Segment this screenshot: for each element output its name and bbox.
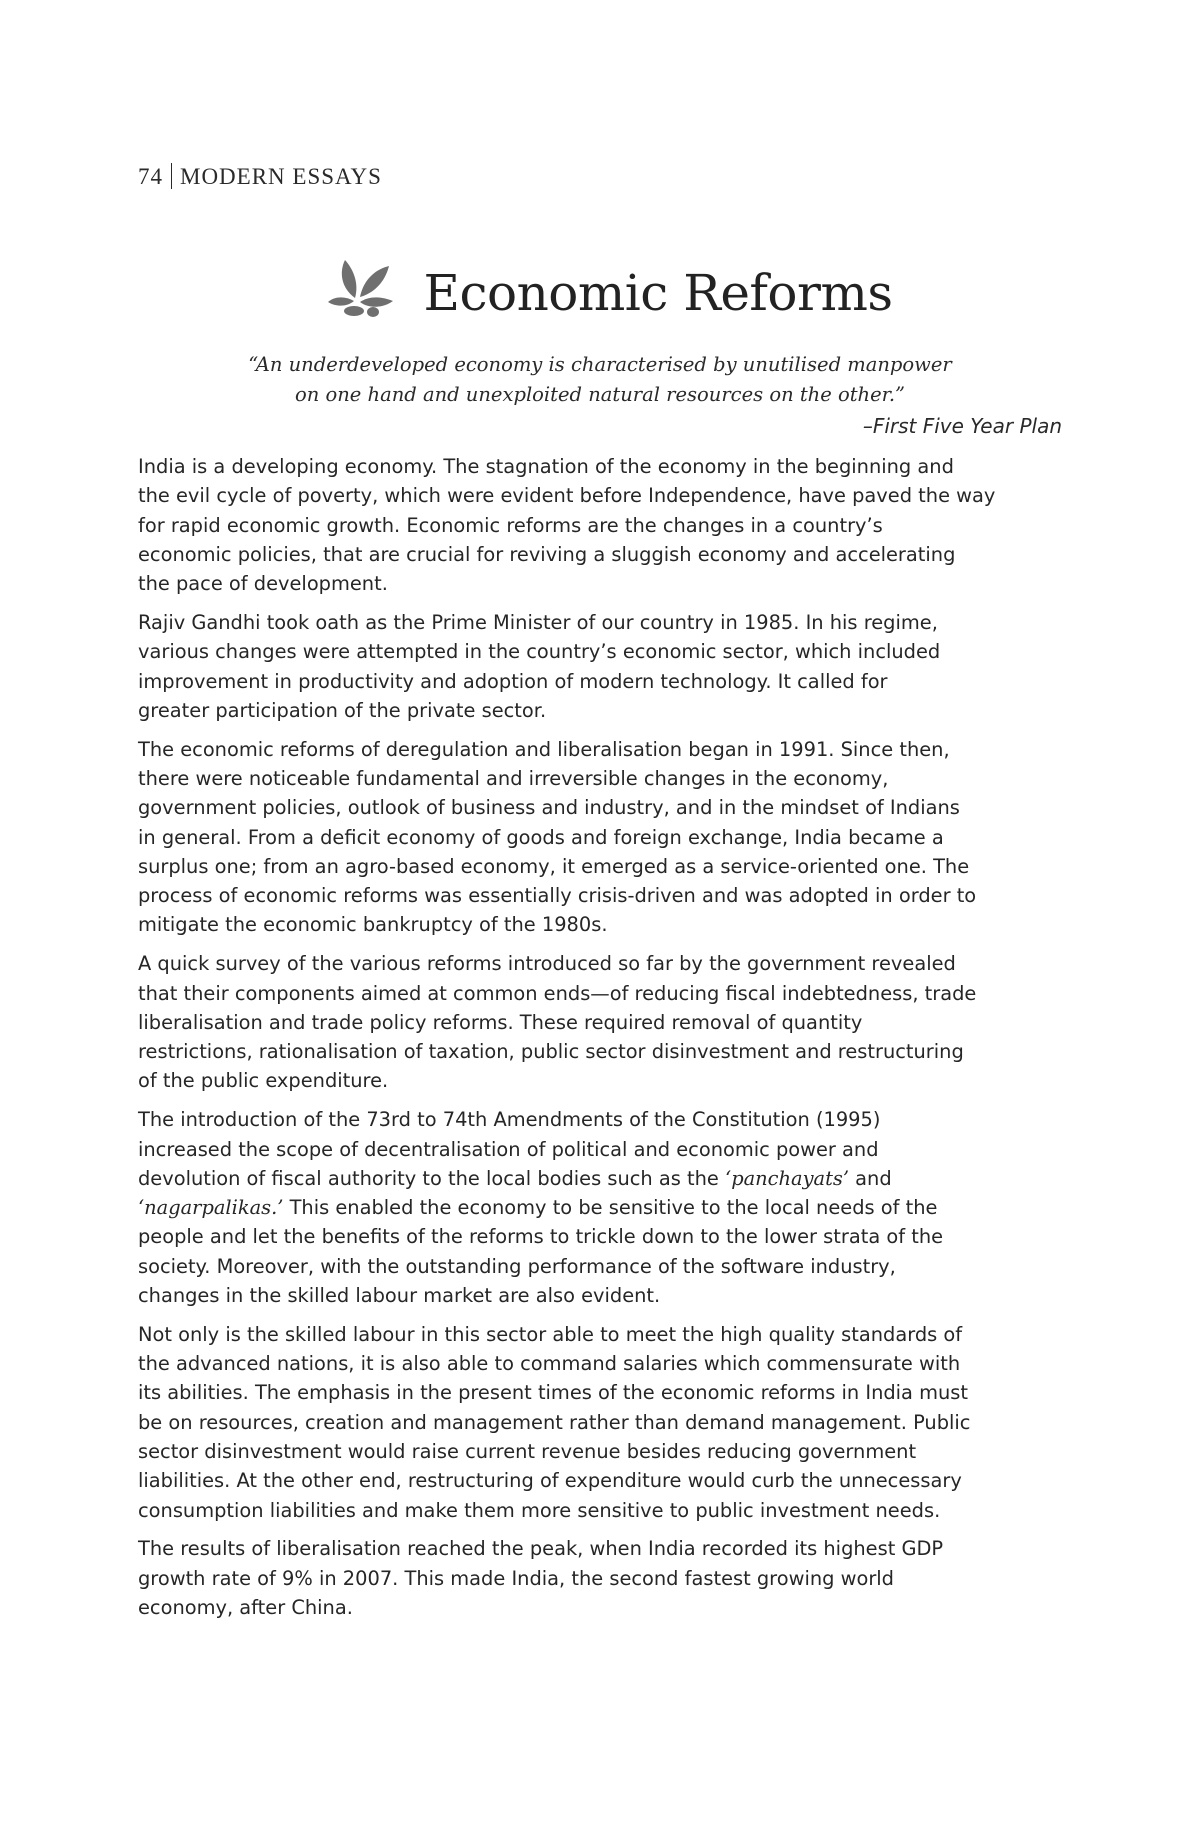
text-line: in general. From a deficit economy of goods and foreign exchange, India became a <box>138 825 944 849</box>
paragraph <box>138 735 1062 940</box>
paragraph <box>138 949 1062 1095</box>
text-line: The economic reforms of deregulation and liberalisation began in 1991. Since then, <box>138 737 950 761</box>
text-line: society. Moreover, with the outstanding performance of the software industry, <box>138 1254 896 1278</box>
text-line: government policies, outlook of business and industry, and in the mindset of Indians <box>138 796 960 820</box>
text-line: the evil cycle of poverty, which were evident before Independence, have paved the way <box>138 484 996 508</box>
text-line: consumption liabilities and make them more sensitive to public investment needs. <box>138 1498 941 1522</box>
text-line: India is a developing economy. The stagnation of the economy in the beginning and <box>138 455 954 478</box>
paragraph <box>138 608 1062 725</box>
text-line: Not only is the skilled labour in this sector able to meet the high quality standards of <box>138 1322 963 1346</box>
running-head <box>138 163 382 190</box>
page-number: 74 <box>138 164 163 189</box>
text-line: liabilities. At the other end, restructuring of expenditure would curb the unnecessary <box>138 1469 962 1493</box>
text-line: the advanced nations, it is also able to command salaries which commensurate with <box>138 1352 961 1376</box>
text-line: the pace of development. <box>138 572 388 596</box>
paragraph <box>138 1320 1062 1525</box>
text-line: surplus one; from an agro-based economy, it emerged as a service-oriented one. The <box>138 854 970 878</box>
paragraph <box>138 1105 1062 1310</box>
text-line: process of economic reforms was essentially crisis-driven and was adopted in order to <box>138 884 977 908</box>
text-line: growth rate of 9% in 2007. This made India, the second fastest growing world <box>138 1566 894 1590</box>
text-line: liberalisation and trade policy reforms. These required removal of quantity <box>138 1010 863 1034</box>
leaf-ornament-icon <box>327 258 401 320</box>
text-line: The introduction of the 73rd to 74th Amendments of the Constitution (1995) <box>138 1108 881 1132</box>
text-line: economic policies, that are crucial for reviving a sluggish economy and accelerating <box>138 542 956 566</box>
chapter-title-inner <box>327 262 892 324</box>
text-line: The results of liberalisation reached the peak, when India recorded its highest GDP <box>138 1537 944 1561</box>
text-line: mitigate the economic bankruptcy of the 1980s. <box>138 913 608 937</box>
text-line: that their components aimed at common ends—of reducing fiscal indebtedness, trade <box>138 981 977 1005</box>
text-line: there were noticeable fundamental and irreversible changes in the economy, <box>138 766 889 790</box>
book-title: MODERN ESSAYS <box>180 164 382 189</box>
text-line: improvement in productivity and adoption of modern technology. It called for <box>138 669 888 693</box>
paragraph <box>138 1534 1062 1622</box>
text-line: various changes were attempted in the country’s economic sector, which included <box>138 640 941 664</box>
text-line <box>138 1164 1062 1193</box>
emphasis-panchayats: ‘panchayats’ <box>725 1166 849 1190</box>
text-line: be on resources, creation and management rather than demand management. Public <box>138 1410 971 1434</box>
text-line: its abilities. The emphasis in the present times of the economic reforms in India must <box>138 1381 968 1405</box>
text-run: devolution of fiscal authority to the local bodies such as the <box>138 1166 726 1190</box>
text-line: increased the scope of decentralisation of political and economic power and <box>138 1137 879 1161</box>
text-line: changes in the skilled labour market are also evident. <box>138 1284 661 1308</box>
chapter-title-text: Economic Reforms <box>423 264 893 322</box>
text-run: and <box>849 1166 892 1190</box>
text-line: A quick survey of the various reforms introduced so far by the government revealed <box>138 952 956 976</box>
chapter-title <box>0 262 1200 342</box>
text-line: Rajiv Gandhi took oath as the Prime Minister of our country in 1985. In his regime, <box>138 610 938 634</box>
text-line <box>138 1193 1062 1222</box>
epigraph-line: on one hand and unexploited natural resources on the other.” <box>294 383 905 406</box>
emphasis-nagarpalikas: ‘nagarpalikas.’ <box>138 1196 284 1220</box>
epigraph-attribution: –First Five Year Plan <box>862 414 1062 438</box>
paragraph <box>138 452 1062 598</box>
essay-body <box>138 452 1062 1632</box>
text-line: people and let the benefits of the reforms to trickle down to the lower strata of the <box>138 1225 944 1249</box>
text-run: This enabled the economy to be sensitive to the local needs of the <box>283 1196 938 1220</box>
text-line: restrictions, rationalisation of taxation, public sector disinvestment and restructuring <box>138 1040 964 1064</box>
text-line: for rapid economic growth. Economic reforms are the changes in a country’s <box>138 513 883 537</box>
text-line: greater participation of the private sector. <box>138 698 547 722</box>
text-line: sector disinvestment would raise current revenue besides reducing government <box>138 1440 917 1463</box>
text-line: economy, after China. <box>138 1595 353 1619</box>
epigraph-line: “An underdeveloped economy is characterised by unutilised manpower <box>248 353 952 376</box>
epigraph <box>138 350 1062 441</box>
running-head-divider <box>171 163 172 189</box>
text-line: of the public expenditure. <box>138 1069 389 1093</box>
